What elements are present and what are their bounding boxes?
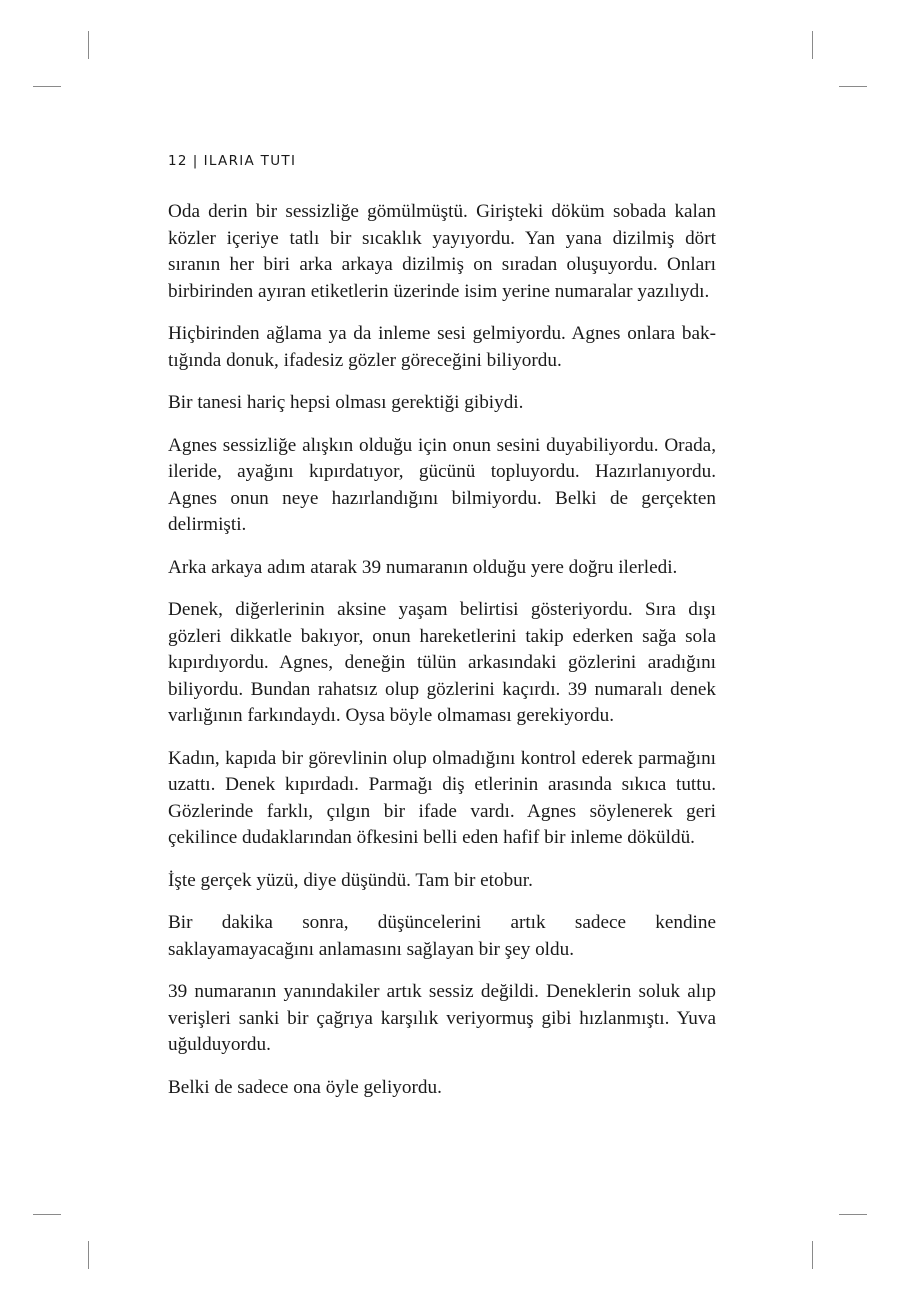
crop-mark-bottom-left-horizontal [33, 1214, 61, 1215]
running-header [168, 153, 296, 169]
crop-mark-top-left-horizontal [33, 86, 61, 87]
paragraph-2: Hiçbirinden ağlama ya da inleme sesi gelmiyordu. Agnes onlara baktığında donuk, ifadesiz gözler göreceğini biliyordu. [168, 323, 716, 371]
paragraph-11: Belki de sadece ona öyle geliyordu. [168, 1076, 442, 1098]
paragraph-4: Agnes sessizliğe alışkın olduğu için onun sesini duyabiliyordu. Orada, ileride, ayağını kıpırdatıyor, gücünü topluyordu. Hazırlanıyordu. Agnes onun neye hazırlandığını bilmiyordu. Belki de gerçekten delirmişti. [168, 434, 716, 535]
crop-mark-bottom-right-vertical [812, 1241, 813, 1269]
crop-mark-top-right-vertical [812, 31, 813, 59]
paragraph-5: Arka arkaya adım atarak 39 numaranın olduğu yere doğru ilerledi. [168, 556, 678, 578]
paragraph-1: Oda derin bir sessizliğe gömülmüştü. Girişteki döküm sobada kalan közler içeriye tatlı bir sıcaklık yayıyordu. Yan yana dizilmiş dört sıranın her biri arka arkaya dizilmiş on sıradan oluşuyordu. Onları birbirinden ayıran etiketlerin üzerinde isim yerine numaralar yazılıydı. [168, 201, 716, 302]
paragraph-8: İşte gerçek yüzü, diye düşündü. Tam bir etobur. [168, 869, 533, 891]
paragraph-9: Bir dakika sonra, düşüncelerini artık sadece kendine saklayamayacağını anlamasını sağlayan bir şey oldu. [168, 912, 716, 960]
page-number: 12 [168, 153, 188, 169]
crop-mark-bottom-left-vertical [88, 1241, 89, 1269]
crop-mark-top-right-horizontal [839, 86, 867, 87]
paragraph-10: 39 numaranın yanındakiler artık sessiz değildi. Deneklerin soluk alıp verişleri sanki bir çağrıya karşılık veriyormuş gibi hızlanmıştı. Yuva uğulduyordu. [168, 981, 716, 1055]
paragraph-6: Denek, diğerlerinin aksine yaşam belirtisi gösteriyordu. Sıra dışı gözleri dikkatle bakıyor, onun hareketlerini takip ederken sağa sola kıpırdıyordu. Agnes, deneğin tülün arkasındaki gözlerini aradığını biliyordu. Bundan rahatsız olup gözlerini kaçırdı. 39 numaralı denek varlığının farkındaydı. Oysa böyle olmaması gerekiyordu. [168, 599, 716, 726]
paragraph-7: Kadın, kapıda bir görevlinin olup olmadığını kontrol ederek parmağını uzattı. Denek kıpırdadı. Parmağı diş etlerinin arasında sıkıca tuttu. Gözlerinde farklı, çılgın bir ifade vardı. Agnes söylenerek geri çekilince dudaklarından öfkesini belli eden hafif bir inleme döküldü. [168, 747, 716, 848]
crop-mark-bottom-right-horizontal [839, 1214, 867, 1215]
crop-mark-top-left-vertical [88, 31, 89, 59]
body-text [168, 199, 716, 1117]
header-separator: | [192, 153, 199, 169]
author-name: ILARIA TUTI [203, 153, 297, 169]
paragraph-3: Bir tanesi hariç hepsi olması gerektiği gibiydi. [168, 392, 524, 413]
